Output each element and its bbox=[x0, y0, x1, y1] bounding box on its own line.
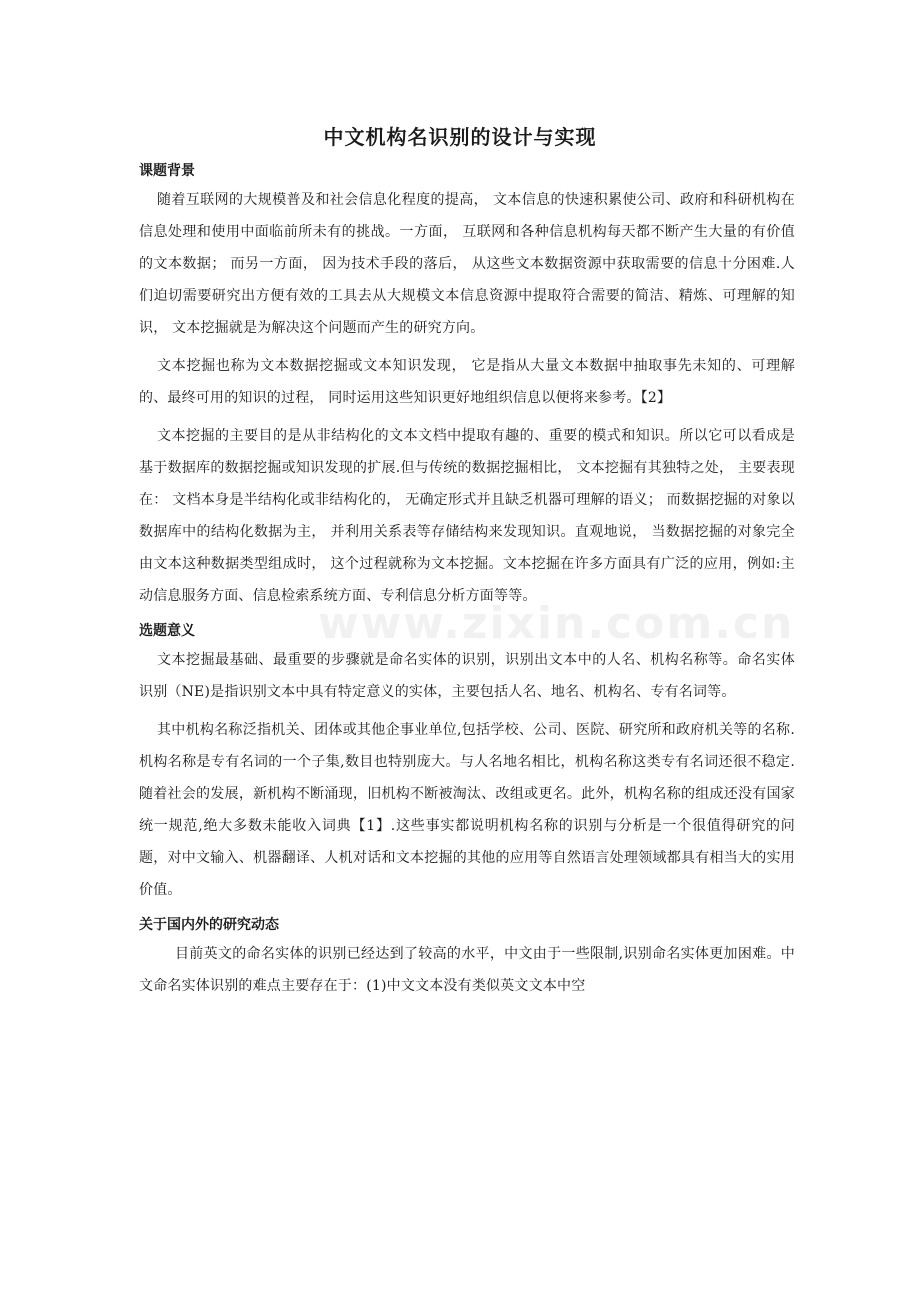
paragraph: 文本挖掘也称为文本数据挖掘或文本知识发现， 它是指从大量文本数据中抽取事先未知的、可理解的、最终可用的知识的过程， 同时运用这些知识更好地组织信息以便将来参考。【2】 bbox=[139, 358, 795, 406]
watermark: www.zixin.com.cn bbox=[318, 598, 795, 649]
section-heading-background: 课题背景 bbox=[139, 163, 195, 179]
paragraph: 其中机构名称泛指机关、团体或其他企事业单位,包括学校、公司、医院、研究所和政府机关等的名称.机构名称是专有名词的一个子集,数目也特别庞大。与人名地名相比，机构名称这类专有名词还很不稳定. 随着社会的发展，新机构不断涌现，旧机构不断被淘汰、改组或更名。此外，机构名称的组成还没有国家统一规范,绝大多数未能收入词典【1】.这些事实都说明机构名称的识别与分析是一个很值得研究的问题，对中文输入、机器翻译、人机对话和文本挖掘的其他的应用等自然语言处理领域都具有相当大的实用价值。 bbox=[139, 722, 795, 898]
section-heading-significance: 选题意义 bbox=[139, 623, 195, 639]
document-body bbox=[139, 158, 795, 1008]
paragraph: 文本挖掘最基础、最重要的步骤就是命名实体的识别，识别出文本中的人名、机构名称等。命名实体识别（NE)是指识别文本中具有特定意义的实体，主要包括人名、地名、机构名、专有名词等。 bbox=[139, 652, 795, 700]
paragraph: 目前英文的命名实体的识别已经达到了较高的水平，中文由于一些限制,识别命名实体更加困难。中文命名实体识别的难点主要存在于：(1)中文文本没有类似英文文本中空 bbox=[139, 946, 795, 994]
paragraph: 随着互联网的大规模普及和社会信息化程度的提高， 文本信息的快速积累使公司、政府和科研机构在信息处理和使用中面临前所未有的挑战。一方面， 互联网和各种信息机构每天都不断产生大量的有价值的文本数据； 而另一方面， 因为技术手段的落后， 从这些文本数据资源中获取需要的信息十分困难.人们迫切需要研究出方便有效的工具去从大规模文本信息资源中提取符合需要的简洁、精炼、可理解的知识， 文本挖掘就是为解决这个问题而产生的研究方向。 bbox=[139, 192, 795, 336]
paragraph: 文本挖掘的主要目的是从非结构化的文本文档中提取有趣的、重要的模式和知识。所以它可以看成是基于数据库的数据挖掘或知识发现的扩展.但与传统的数据挖掘相比， 文本挖掘有其独特之处， 主要表现在： 文档本身是半结构化或非结构化的， 无确定形式并且缺乏机器可理解的语义； 而数据挖掘的对象以数据库中的结构化数据为主， 并利用关系表等存储结构来发现知识。直观地说， 当数据挖掘的对象完全由文本这种数据类型组成时， 这个过程就称为文本挖掘。文本挖掘在许多方面具有广泛的应用，例如:主动信息服务方面、信息检索系统方面、专利信息分析方面等等。 bbox=[139, 428, 795, 604]
section-heading-research-status: 关于国内外的研究动态 bbox=[139, 917, 279, 933]
document-title: 中文机构名识别的设计与实现 bbox=[323, 125, 597, 149]
